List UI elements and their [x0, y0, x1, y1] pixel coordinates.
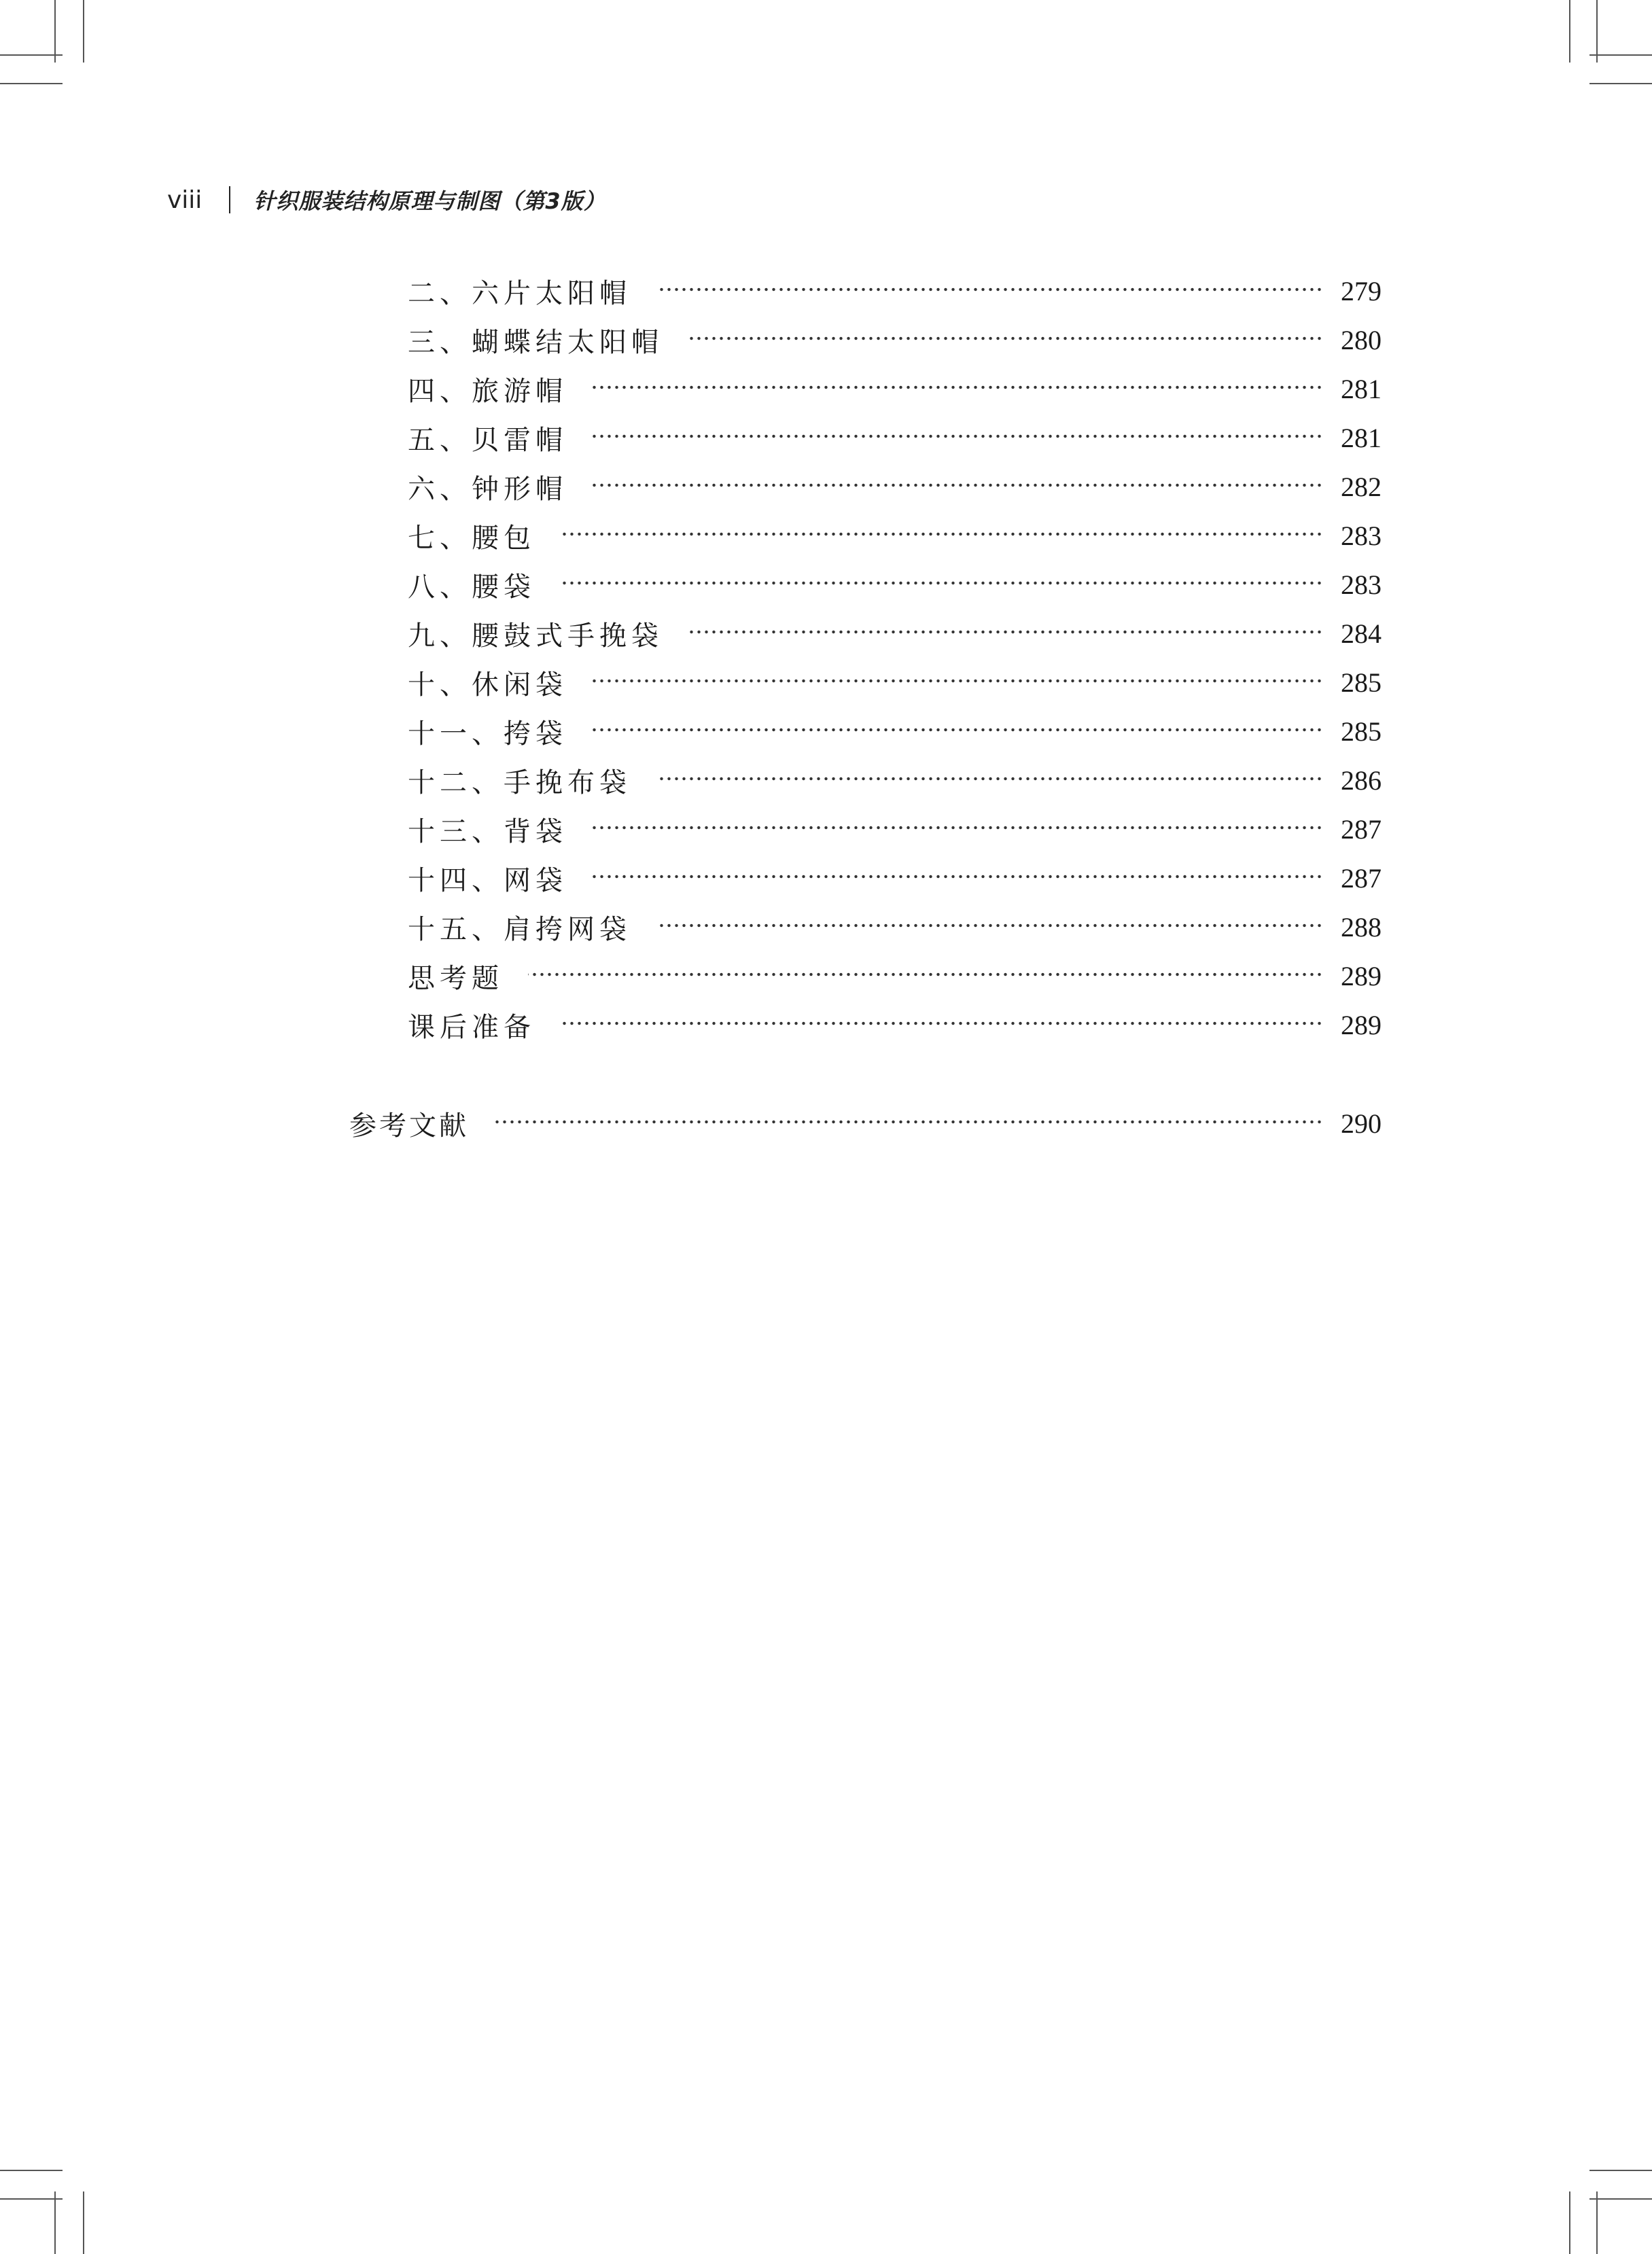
- toc-entry: [408, 562, 1382, 607]
- toc-entry-label: 十四、网袋: [408, 864, 567, 896]
- toc-entry-label: 十二、手挽布袋: [408, 767, 631, 798]
- crop-mark: [1596, 0, 1598, 63]
- crop-mark: [0, 2198, 63, 2200]
- toc-entry: [408, 709, 1382, 754]
- crop-mark: [1569, 2191, 1570, 2254]
- toc-entry-page: 283: [1341, 520, 1382, 551]
- crop-mark: [1589, 2198, 1652, 2200]
- crop-mark: [54, 0, 56, 63]
- toc-entry-page: 279: [1341, 275, 1382, 306]
- toc-entry-page: 282: [1341, 471, 1382, 502]
- toc-entry-page: 286: [1341, 764, 1382, 796]
- toc-entry: [408, 1002, 1382, 1047]
- toc-leader-dots: [560, 580, 1323, 586]
- header-divider: [229, 186, 230, 213]
- toc-entry-page: 281: [1341, 373, 1382, 404]
- toc-entry-page: 287: [1341, 862, 1382, 894]
- toc-entry-page: 281: [1341, 422, 1382, 453]
- toc-leader-dots: [592, 727, 1323, 733]
- crop-mark: [83, 2191, 84, 2254]
- toc-entry-page: 285: [1341, 716, 1382, 747]
- toc-entry: [408, 464, 1382, 509]
- toc-entry-label: 十、休闲袋: [408, 669, 567, 701]
- toc-leader-dots: [560, 1021, 1323, 1026]
- toc-entry: [408, 611, 1382, 656]
- toc-leader-dots: [592, 385, 1323, 390]
- toc-leader-dots: [592, 678, 1323, 684]
- crop-mark: [0, 2170, 63, 2171]
- toc-entry-page: 289: [1341, 1009, 1382, 1040]
- crop-mark: [1589, 83, 1652, 84]
- toc-leader-dots: [493, 1119, 1323, 1125]
- crop-mark: [1569, 0, 1570, 63]
- toc-entry: [408, 758, 1382, 803]
- toc-entry: [408, 660, 1382, 705]
- crop-mark: [54, 2191, 56, 2254]
- page-number: viii: [167, 186, 203, 214]
- toc-entry-page: 283: [1341, 569, 1382, 600]
- toc-entry-page: 288: [1341, 911, 1382, 943]
- toc-leader-dots: [656, 923, 1323, 928]
- toc-entry-label: 八、腰袋: [408, 571, 535, 603]
- toc-leader-dots: [688, 629, 1323, 635]
- toc-entry-page: 285: [1341, 667, 1382, 698]
- toc-entry-label: 二、六片太阳帽: [408, 277, 631, 309]
- toc-entry-label: 十一、挎袋: [408, 718, 567, 750]
- toc-entry-page: 289: [1341, 960, 1382, 991]
- toc-entry-label: 九、腰鼓式手挽袋: [408, 620, 663, 652]
- crop-mark: [1589, 54, 1652, 56]
- crop-mark: [1596, 2191, 1598, 2254]
- toc-leader-dots: [592, 825, 1323, 830]
- toc-entry: [408, 807, 1382, 851]
- toc-entry-label: 课后准备: [408, 1011, 535, 1043]
- toc-entry: [408, 317, 1382, 362]
- toc-entry: [408, 953, 1382, 998]
- toc-leader-dots: [656, 776, 1323, 781]
- toc-entry: [408, 268, 1382, 313]
- crop-mark: [0, 83, 63, 84]
- toc-leader-dots: [592, 482, 1323, 488]
- toc-references: [349, 1101, 1382, 1146]
- toc-entry-label: 思考题: [408, 962, 504, 994]
- toc-entry: [408, 904, 1382, 949]
- toc-entry-page: 280: [1341, 324, 1382, 355]
- toc-entry: [408, 856, 1382, 900]
- toc-entry-label: 十五、肩挎网袋: [408, 913, 631, 945]
- toc-leader-dots: [688, 336, 1323, 341]
- toc-entry: [408, 513, 1382, 558]
- toc-entry: [408, 366, 1382, 411]
- crop-mark: [83, 0, 84, 63]
- toc-entry-label: 七、腰包: [408, 522, 535, 554]
- toc-leader-dots: [656, 287, 1323, 292]
- toc-leader-dots: [592, 434, 1323, 439]
- running-header: [167, 179, 606, 220]
- toc-entry-label: 三、蝴蝶结太阳帽: [408, 326, 663, 358]
- book-title: 针织服装结构原理与制图（第3版）: [253, 188, 606, 214]
- toc-entry-label: 四、旅游帽: [408, 375, 567, 407]
- crop-mark: [1589, 2170, 1652, 2171]
- toc-entry-page: 284: [1341, 618, 1382, 649]
- toc-entry-page: 290: [1341, 1108, 1382, 1139]
- toc-leader-dots: [560, 531, 1323, 537]
- toc-entry-page: 287: [1341, 813, 1382, 845]
- toc-entry-label: 六、钟形帽: [408, 473, 567, 505]
- toc-leader-dots: [528, 972, 1323, 977]
- crop-mark: [0, 54, 63, 56]
- toc-entry-label: 参考文献: [349, 1110, 469, 1142]
- toc-entry-label: 五、贝雷帽: [408, 424, 567, 456]
- toc-entry-label: 十三、背袋: [408, 815, 567, 847]
- toc-leader-dots: [592, 874, 1323, 879]
- toc-entry: [408, 415, 1382, 460]
